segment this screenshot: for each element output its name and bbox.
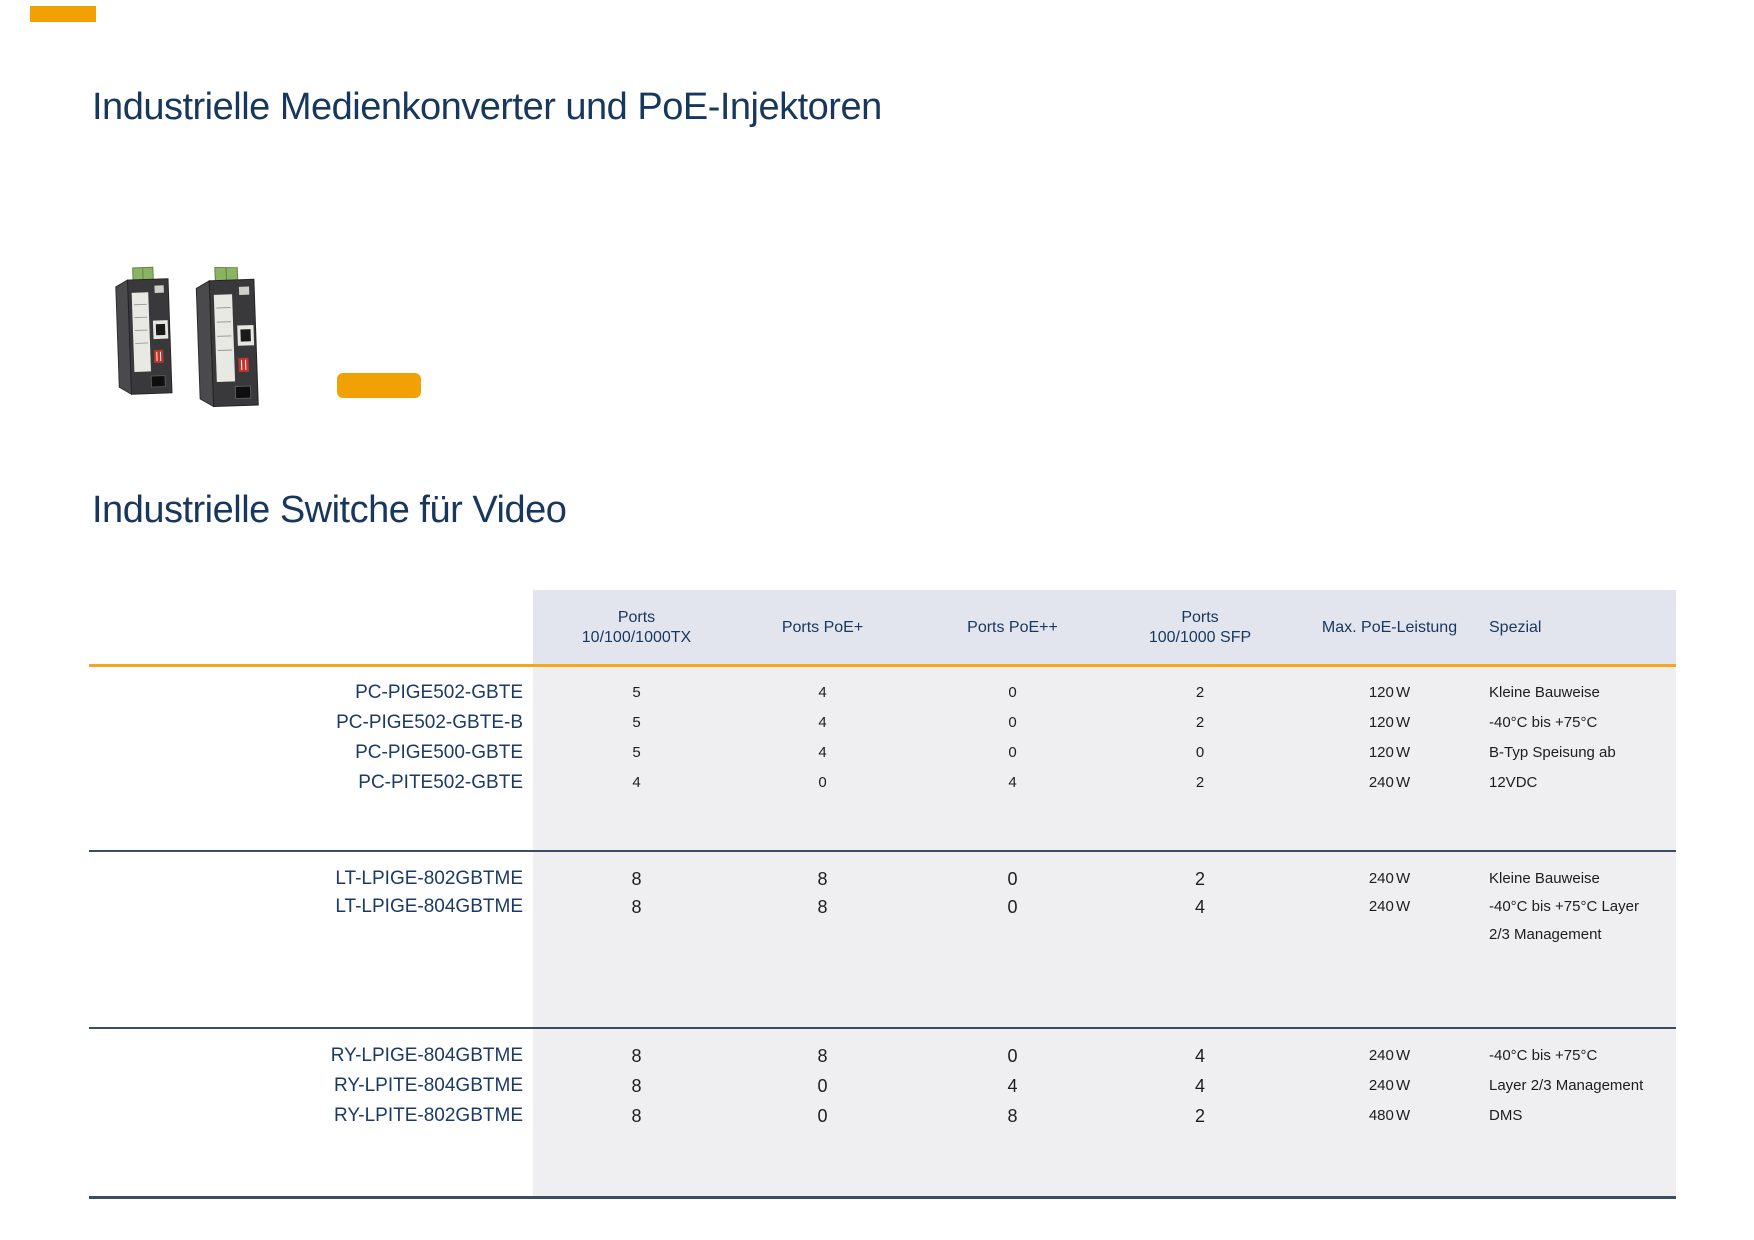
column-header xyxy=(905,590,1120,665)
port-count-cell: 4 xyxy=(632,774,641,791)
column-header-line: Ports xyxy=(617,608,656,626)
spezial-cell xyxy=(1483,1041,1673,1071)
port-count-cell: 5 xyxy=(632,744,641,761)
column-header xyxy=(1120,590,1280,665)
port-count-cell: 0 xyxy=(1008,744,1017,761)
spezial-cell xyxy=(1483,768,1673,798)
column-header xyxy=(533,590,740,665)
spezial-line: Layer 2/3 Management xyxy=(1489,1077,1644,1094)
row-model-label: PC-PITE502-GBTE xyxy=(358,772,523,793)
port-count-cell: 5 xyxy=(632,714,641,731)
group-separator-line-2 xyxy=(89,1027,1676,1029)
port-count-cell: 8 xyxy=(817,869,828,889)
max-poe-cell: 120 W xyxy=(1368,744,1411,761)
page-corner-orange-bar xyxy=(30,6,96,22)
row-model-label: RY-LPIGE-804GBTME xyxy=(330,1045,523,1066)
port-count-cell: 2 xyxy=(1195,714,1205,731)
port-count-cell: 4 xyxy=(1194,897,1205,917)
column-header-line: 100/1000 SFP xyxy=(1148,628,1252,646)
row-model-label: PC-PIGE502-GBTE-B xyxy=(336,712,523,733)
spezial-line: -40°C bis +75°C xyxy=(1489,1047,1598,1064)
column-header-line: Max. PoE-Leistung xyxy=(1321,618,1458,636)
spezial-line: DMS xyxy=(1489,1107,1523,1124)
media-converter-illustration xyxy=(110,263,180,401)
row-model-label: RY-LPITE-802GBTME xyxy=(333,1105,523,1126)
spezial-line: Kleine Bauweise xyxy=(1489,684,1600,701)
max-poe-cell: 120 W xyxy=(1368,714,1411,731)
port-count-cell: 2 xyxy=(1195,774,1205,791)
port-count-cell: 4 xyxy=(1008,774,1017,791)
port-count-cell: 8 xyxy=(817,1046,828,1066)
orange-link-button xyxy=(337,373,421,398)
port-count-cell: 0 xyxy=(818,774,827,791)
row-model-label: PC-PIGE502-GBTE xyxy=(355,682,523,703)
port-count-cell: 8 xyxy=(631,1046,642,1066)
column-header xyxy=(740,590,905,665)
spezial-line: -40°C bis +75°C xyxy=(1489,714,1598,731)
port-count-cell: 4 xyxy=(818,684,827,701)
spezial-line: -40°C bis +75°C Layer xyxy=(1489,898,1639,915)
column-header xyxy=(1287,590,1492,665)
port-count-cell: 0 xyxy=(1007,869,1018,889)
port-count-cell: 8 xyxy=(631,869,642,889)
spezial-cell xyxy=(1483,864,1673,894)
max-poe-cell: 240 W xyxy=(1368,1047,1411,1064)
max-poe-cell: 240 W xyxy=(1368,870,1411,887)
poe-injector-illustration xyxy=(189,267,268,409)
spezial-cell xyxy=(1483,738,1673,768)
port-count-cell: 2 xyxy=(1194,869,1205,889)
max-poe-cell: 120 W xyxy=(1368,684,1411,701)
port-count-cell: 0 xyxy=(1008,714,1017,731)
port-count-cell: 0 xyxy=(1007,1046,1018,1066)
column-header-line: Ports xyxy=(1181,608,1219,626)
column-header-line: 10/100/1000TX xyxy=(581,628,692,646)
port-count-cell: 8 xyxy=(631,1076,642,1096)
max-poe-cell: 240 W xyxy=(1368,774,1411,791)
port-count-cell: 0 xyxy=(1008,684,1017,701)
port-count-cell: 4 xyxy=(1194,1046,1205,1066)
port-count-cell: 4 xyxy=(1007,1076,1018,1096)
port-count-cell: 5 xyxy=(632,684,641,701)
port-count-cell: 0 xyxy=(1007,897,1018,917)
port-count-cell: 8 xyxy=(631,1106,642,1126)
port-count-cell: 8 xyxy=(631,897,642,917)
spezial-line: Kleine Bauweise xyxy=(1489,870,1600,887)
port-count-cell: 2 xyxy=(1195,684,1205,701)
port-count-cell: 0 xyxy=(817,1106,828,1126)
group-separator-line-1 xyxy=(89,850,1676,852)
port-count-cell: 4 xyxy=(818,714,827,731)
section-title-medienkonverter: Industrielle Medienkonverter und PoE-Injektoren xyxy=(92,86,882,128)
max-poe-cell: 240 W xyxy=(1368,898,1411,915)
column-header-line: Spezial xyxy=(1489,618,1542,636)
port-count-cell: 4 xyxy=(818,744,827,761)
port-count-cell: 0 xyxy=(817,1076,828,1096)
row-model-label: RY-LPITE-804GBTME xyxy=(333,1075,523,1096)
section-title-switche-video: Industrielle Switche für Video xyxy=(92,489,567,531)
table-bottom-line xyxy=(89,1196,1676,1199)
column-header xyxy=(1483,590,1673,665)
spezial-line: B-Typ Speisung ab xyxy=(1489,744,1616,761)
port-count-cell: 4 xyxy=(1194,1076,1205,1096)
media-converter-photo xyxy=(110,263,180,401)
row-model-label: LT-LPIGE-804GBTME xyxy=(335,896,523,917)
column-header-line: Ports PoE+ xyxy=(781,618,864,636)
column-header-line: Ports PoE++ xyxy=(967,618,1058,636)
max-poe-cell: 480 W xyxy=(1368,1107,1411,1124)
spezial-cell xyxy=(1483,1071,1673,1101)
row-model-label: PC-PIGE500-GBTE xyxy=(355,742,523,763)
spezial-cell xyxy=(1483,893,1673,949)
row-model-label: LT-LPIGE-802GBTME xyxy=(335,868,523,889)
port-count-cell: 8 xyxy=(1007,1106,1018,1126)
spezial-line: 2/3 Management xyxy=(1489,926,1602,943)
poe-injector-photo xyxy=(189,267,268,409)
port-count-cell: 0 xyxy=(1195,744,1205,761)
spezial-line: 12VDC xyxy=(1489,774,1538,791)
spezial-cell xyxy=(1483,1101,1673,1131)
max-poe-cell: 240 W xyxy=(1368,1077,1411,1094)
spezial-cell xyxy=(1483,708,1673,738)
spezial-cell xyxy=(1483,678,1673,708)
port-count-cell: 2 xyxy=(1194,1106,1205,1126)
port-count-cell: 8 xyxy=(817,897,828,917)
